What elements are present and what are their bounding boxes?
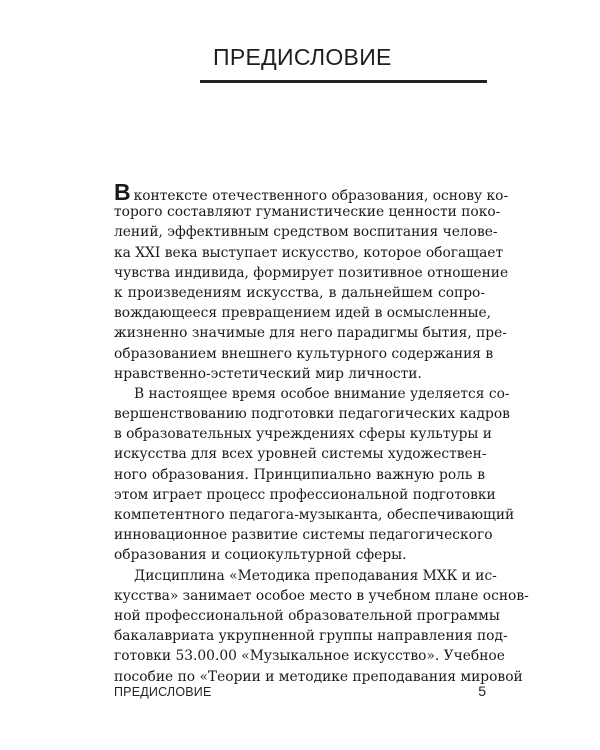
page-header-title: ПРЕДИСЛОВИЕ [213,44,392,70]
text-line: нравственно-эстетический мир личности. [114,365,422,382]
text-line: вершенствованию подготовки педагогических кадров [114,406,510,423]
text-line: кусства» занимает особое место в учебном плане основ- [114,587,529,604]
text-line: бакалавриата укрупненной группы направления под- [114,628,508,645]
text-line: ка XXI века выступает искусство, которое обогащает [114,244,504,261]
text-line: торого составляют гуманистические ценности поко- [114,204,501,221]
text-line: инновационное развитие системы педагогического [114,527,493,544]
text-line: искусства для всех уровней системы художествен- [114,446,487,463]
text-line: готовки 53.00.00 «Музыкальное искусство». Учебное [114,648,505,665]
text-line: образования и социокультурной сферы. [114,547,407,564]
text-line: чувства индивида, формирует позитивное отношение [114,264,509,281]
text-line: ной профессиональной образовательной программы [114,607,500,624]
text-line: компетентного педагога-музыканта, обеспечивающий [114,507,515,523]
text-line: пособие по «Теории и методике преподавания мировой [114,668,523,685]
drop-cap: В [114,179,131,205]
text-line: этом играет процесс профессиональной подготовки [114,486,496,503]
paragraph-3 [114,566,529,687]
header-rule [200,80,487,83]
body-text [114,179,529,687]
paragraph-2 [114,384,515,566]
text-line: Вконтексте отечественного образования, основу ко- [114,179,509,205]
text-line: образованием внешнего культурного содержания в [114,345,494,362]
page-footer-title: ПРЕДИСЛОВИЕ [114,685,212,699]
text-line: в образовательных учреждениях сферы культуры и [114,426,492,443]
text-line: жизненно значимые для него парадигмы бытия, пре- [114,325,507,342]
page-number: 5 [478,683,486,699]
text-line: лений, эффективным средством воспитания челове- [114,224,498,241]
text-line: В настоящее время особое внимание уделяется со- [134,385,510,402]
text-line: Дисциплина «Методика преподавания МХК и ис- [134,567,497,584]
paragraph-1 [114,179,509,384]
text-line: вождающееся превращением идей в осмысленные, [114,305,492,322]
text-line: ного образования. Принципиально важную роль в [114,466,485,483]
text-line: к произведениям искусства, в дальнейшем сопро- [114,284,485,301]
